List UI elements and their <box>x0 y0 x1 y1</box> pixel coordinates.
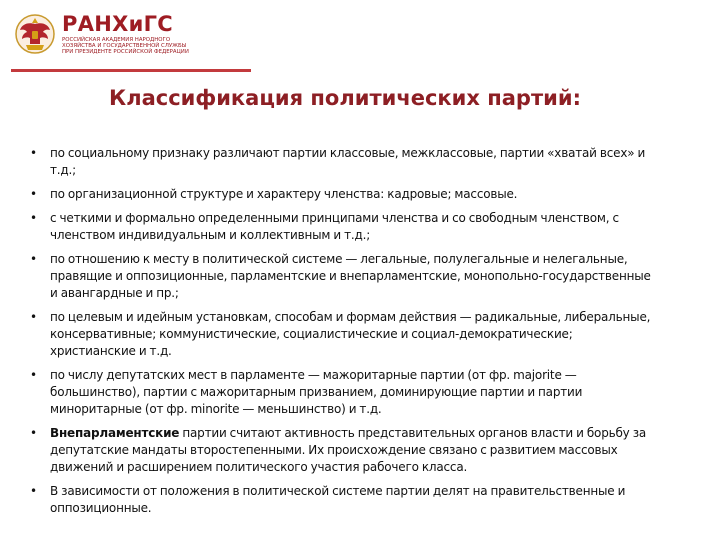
list-item <box>30 425 660 476</box>
logo-subtitle: РОССИЙСКАЯ АКАДЕМИЯ НАРОДНОГО ХОЗЯЙСТВА И ГОСУДАРСТВЕННОЙ СЛУЖБЫ ПРИ ПРЕЗИДЕНТЕ РОССИЙСКОЙ ФЕДЕРАЦИИ <box>62 37 189 55</box>
ranepa-logo <box>14 12 254 56</box>
bullet-icon: • <box>30 310 37 324</box>
bullet-list <box>30 145 660 524</box>
list-item-text: по социальному признаку различают партии классовые, межклассовые, партии «хватай всех» и т.д.; <box>50 146 646 177</box>
double-headed-eagle-emblem-icon <box>14 12 56 56</box>
bullet-icon: • <box>30 252 37 266</box>
list-item-text: В зависимости от положения в политической системе партии делят на правительственные и оппозиционные. <box>50 484 626 515</box>
bullet-icon: • <box>30 484 37 498</box>
list-item <box>30 186 660 203</box>
logo-name: РАНХиГС <box>62 12 174 36</box>
header-divider <box>11 69 251 72</box>
bullet-icon: • <box>30 426 37 440</box>
list-item-text: по организационной структуре и характеру членства: кадровые; массовые. <box>50 187 518 201</box>
list-item <box>30 251 660 302</box>
list-item <box>30 145 660 179</box>
list-item <box>30 210 660 244</box>
bullet-icon: • <box>30 187 37 201</box>
list-item-text: по отношению к месту в политической системе — легальные, полулегальные и нелегальные, правящие и оппозиционные, парламентские и внепарламентские, монопольно-государственные и авангардные и пр.; <box>50 252 651 300</box>
list-item-text: по целевым и идейным установкам, способам и формам действия — радикальные, либеральные, консервативные; коммунистические, социалистические и социал-демократические; христианские и т.д. <box>50 310 651 358</box>
list-item <box>30 309 660 360</box>
list-item-text: партии считают активность представительных органов власти и борьбу за депутатские мандаты второстепенными. Их происхождение связано с развитием массовых движений и расширением политического участия рабочего класса. <box>50 426 647 474</box>
list-item <box>30 483 660 517</box>
list-item-text: по числу депутатских мест в парламенте — мажоритарные партии (от фр. majorite — большинство), партии с мажоритарным призванием, доминирующие партии и партии миноритарные (от фр. minorite — меньшинство) и т.д. <box>50 368 583 416</box>
page-title: Классификация политических партий: <box>109 86 581 110</box>
list-item <box>30 367 660 418</box>
bullet-icon: • <box>30 146 37 160</box>
bullet-icon: • <box>30 368 37 382</box>
list-item-lead-term: Внепарламентские <box>50 426 180 440</box>
list-item-text: с четкими и формально определенными принципами членства и со свободным членством, с членством индивидуальным и коллективным и т.д.; <box>50 211 619 242</box>
bullet-icon: • <box>30 211 37 225</box>
